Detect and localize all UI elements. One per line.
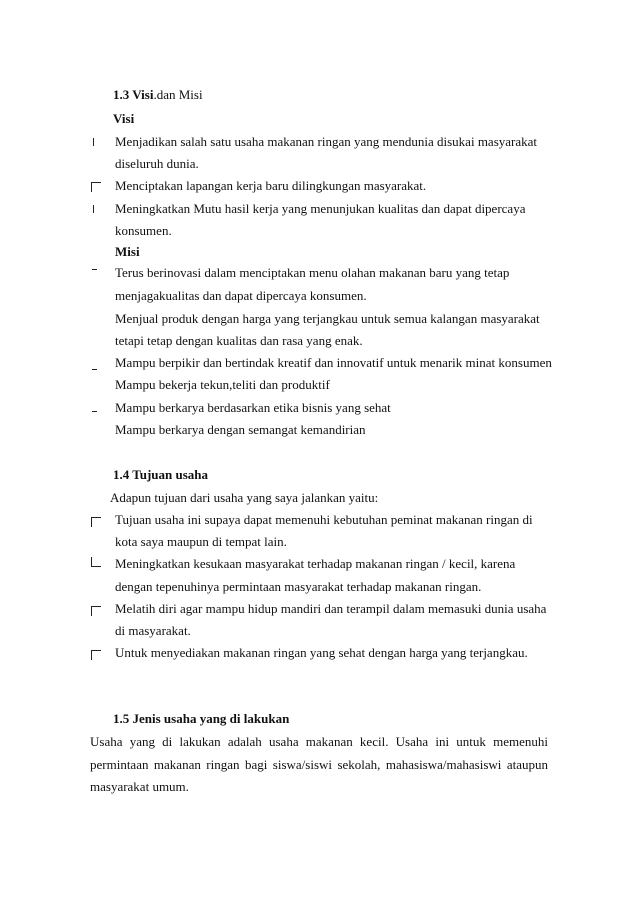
bullet-marker [91, 650, 101, 660]
misi-label: Misi [115, 244, 140, 259]
bullet-marker [93, 138, 103, 146]
tujuan-line: Untuk menyediakan makanan ringan yang sehat dengan harga yang terjangkau. [115, 645, 528, 660]
jenis-paragraph-line: masyarakat umum. [90, 779, 189, 794]
misi-line: Mampu bekerja tekun,teliti dan produktif [115, 377, 330, 392]
visi-label: Visi [113, 111, 135, 126]
misi-line: tetapi tetap dengan kualitas dan rasa yang enak. [115, 333, 363, 348]
misi-line: Mampu berpikir dan bertindak kreatif dan innovatif untuk menarik minat konsumen [115, 355, 552, 370]
jenis-paragraph-line: Usaha yang di lakukan adalah usaha makanan kecil. Usaha ini untuk memenuhi [90, 734, 548, 749]
misi-line: Terus berinovasi dalam menciptakan menu olahan makanan baru yang tetap [115, 265, 510, 280]
heading-number: 1.3 Visi [113, 87, 154, 102]
section-heading-visi-misi [113, 87, 203, 103]
tujuan-line: kota saya maupun di tempat lain. [115, 534, 287, 549]
tujuan-intro: Adapun tujuan dari usaha yang saya jalankan yaitu: [110, 490, 379, 505]
misi-line: Mampu berkarya dengan semangat kemandirian [115, 422, 366, 437]
bullet-marker [92, 368, 97, 370]
misi-line: Menjual produk dengan harga yang terjangkau untuk semua kalangan masyarakat [115, 311, 540, 326]
tujuan-line: dengan tepenuhinya permintaan masyarakat terhadap makanan ringan. [115, 579, 482, 594]
bullet-marker [93, 205, 103, 213]
bullet-marker [91, 517, 101, 527]
visi-item-line: Menciptakan lapangan kerja baru dilingkungan masyarakat. [115, 178, 427, 193]
bullet-marker [91, 557, 101, 567]
jenis-paragraph-line: permintaan makanan ringan bagi siswa/siswi sekolah, mahasiswa/mahasiswi ataupun [90, 757, 548, 772]
tujuan-line: Tujuan usaha ini supaya dapat memenuhi kebutuhan peminat makanan ringan di [115, 512, 533, 527]
bullet-marker [92, 268, 97, 270]
section-heading-jenis-usaha: 1.5 Jenis usaha yang di lakukan [113, 711, 290, 726]
misi-line: menjagakualitas dan dapat dipercaya konsumen. [115, 288, 367, 303]
visi-item-line: konsumen. [115, 223, 172, 238]
tujuan-line: di masyarakat. [115, 623, 191, 638]
bullet-marker [91, 182, 101, 192]
section-heading-tujuan: 1.4 Tujuan usaha [113, 467, 209, 482]
visi-item-line: Meningkatkan Mutu hasil kerja yang menunjukan kualitas dan dapat dipercaya [115, 201, 526, 216]
tujuan-line: Melatih diri agar mampu hidup mandiri dan terampil dalam memasuki dunia usaha [115, 601, 547, 616]
tujuan-line: Meningkatkan kesukaan masyarakat terhadap makanan ringan / kecil, karena [115, 556, 516, 571]
visi-item-line: Menjadikan salah satu usaha makanan ringan yang mendunia disukai masyarakat [115, 134, 538, 149]
misi-line: Mampu berkarya berdasarkan etika bisnis yang sehat [115, 400, 391, 415]
bullet-marker [91, 606, 101, 616]
bullet-marker [92, 410, 97, 412]
visi-item-line: diseluruh dunia. [115, 156, 199, 171]
heading-text: .dan Misi [153, 87, 203, 102]
